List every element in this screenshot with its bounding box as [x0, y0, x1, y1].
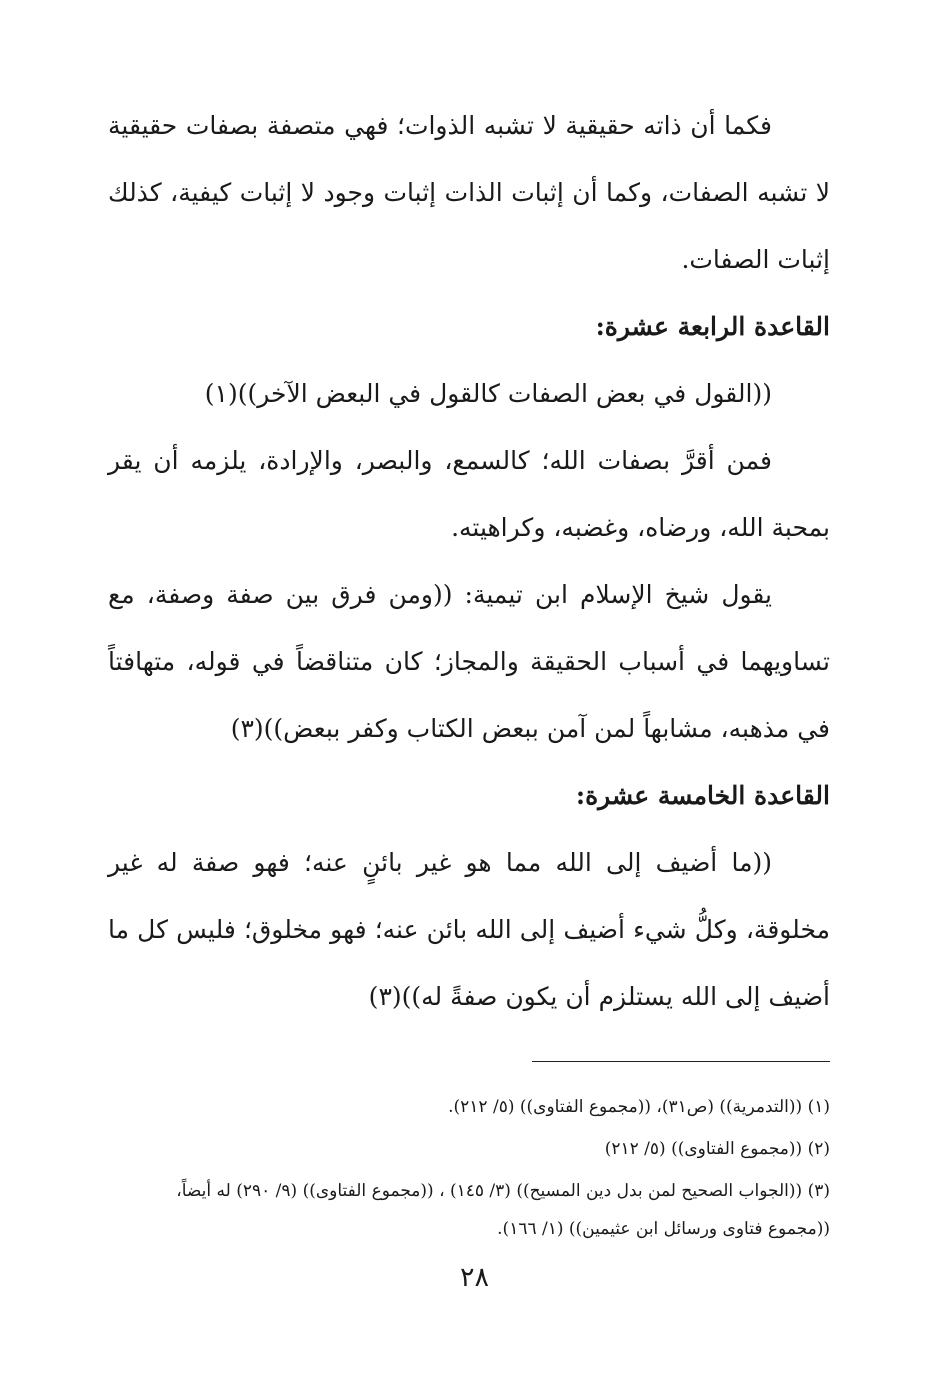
paragraph-ibn-taymiyyah-quote: يقول شيخ الإسلام ابن تيمية: ((ومن فرق بين صفة وصفة، مع تساويهما في أسباب الحقيقة والمجاز؛ كان متناقضاً في قوله، متهافتاً في مذهبه، مشابهاً لمن آمن ببعض الكتاب وكفر ببعض))(٣) [108, 580, 830, 743]
footnote-1: (١) ((التدمرية)) (ص٣١)، ((مجموع الفتاوى)) (٥/ ٢١٢). [448, 1097, 830, 1117]
page-number: ٢٨ [459, 1262, 489, 1293]
footnote-3: (٣) ((الجواب الصحيح لمن بدل دين المسيح)) (٣/ ١٤٥) ، ((مجموع الفتاوى)) (٩/ ٢٩٠) له أيضاً، [176, 1181, 830, 1201]
heading-rule-fifteen: القاعدة الخامسة عشرة: [575, 781, 830, 810]
quote-rule-fifteen: ((ما أضيف إلى الله مما هو غير بائنٍ عنه؛ فهو صفة له غير مخلوقة، وكلُّ شيء أضيف إلى الله بائن عنه؛ فهو مخلوق؛ فليس كل ما أضيف إلى الله يستلزم أن يكون صفةً له))(٣) [108, 848, 830, 1011]
main-text [108, 92, 830, 1030]
quote-rule-fourteen: ((القول في بعض الصفات كالقول في البعض الآخر))(١) [204, 379, 772, 408]
footnote-3-continuation: ((مجموع فتاوى ورسائل ابن عثيمين)) (١/ ١٦٦). [497, 1219, 830, 1239]
paragraph-attributes-real: فكما أن ذاته حقيقية لا تشبه الذوات؛ فهي متصفة بصفات حقيقية لا تشبه الصفات، وكما أن إثبات الذات إثبات وجود لا إثبات كيفية، كذلك إثبات الصفات. [108, 111, 830, 274]
footnote-2: (٢) ((مجموع الفتاوى)) (٥/ ٢١٢) [604, 1139, 830, 1159]
paragraph-affirming-attributes: فمن أقرَّ بصفات الله؛ كالسمع، والبصر، والإرادة، يلزمه أن يقر بمحبة الله، ورضاه، وغضبه، وكراهيته. [108, 446, 830, 542]
heading-rule-fourteen: القاعدة الرابعة عشرة: [595, 312, 830, 341]
footnotes [108, 1086, 830, 1250]
footnote-divider [532, 1061, 830, 1062]
